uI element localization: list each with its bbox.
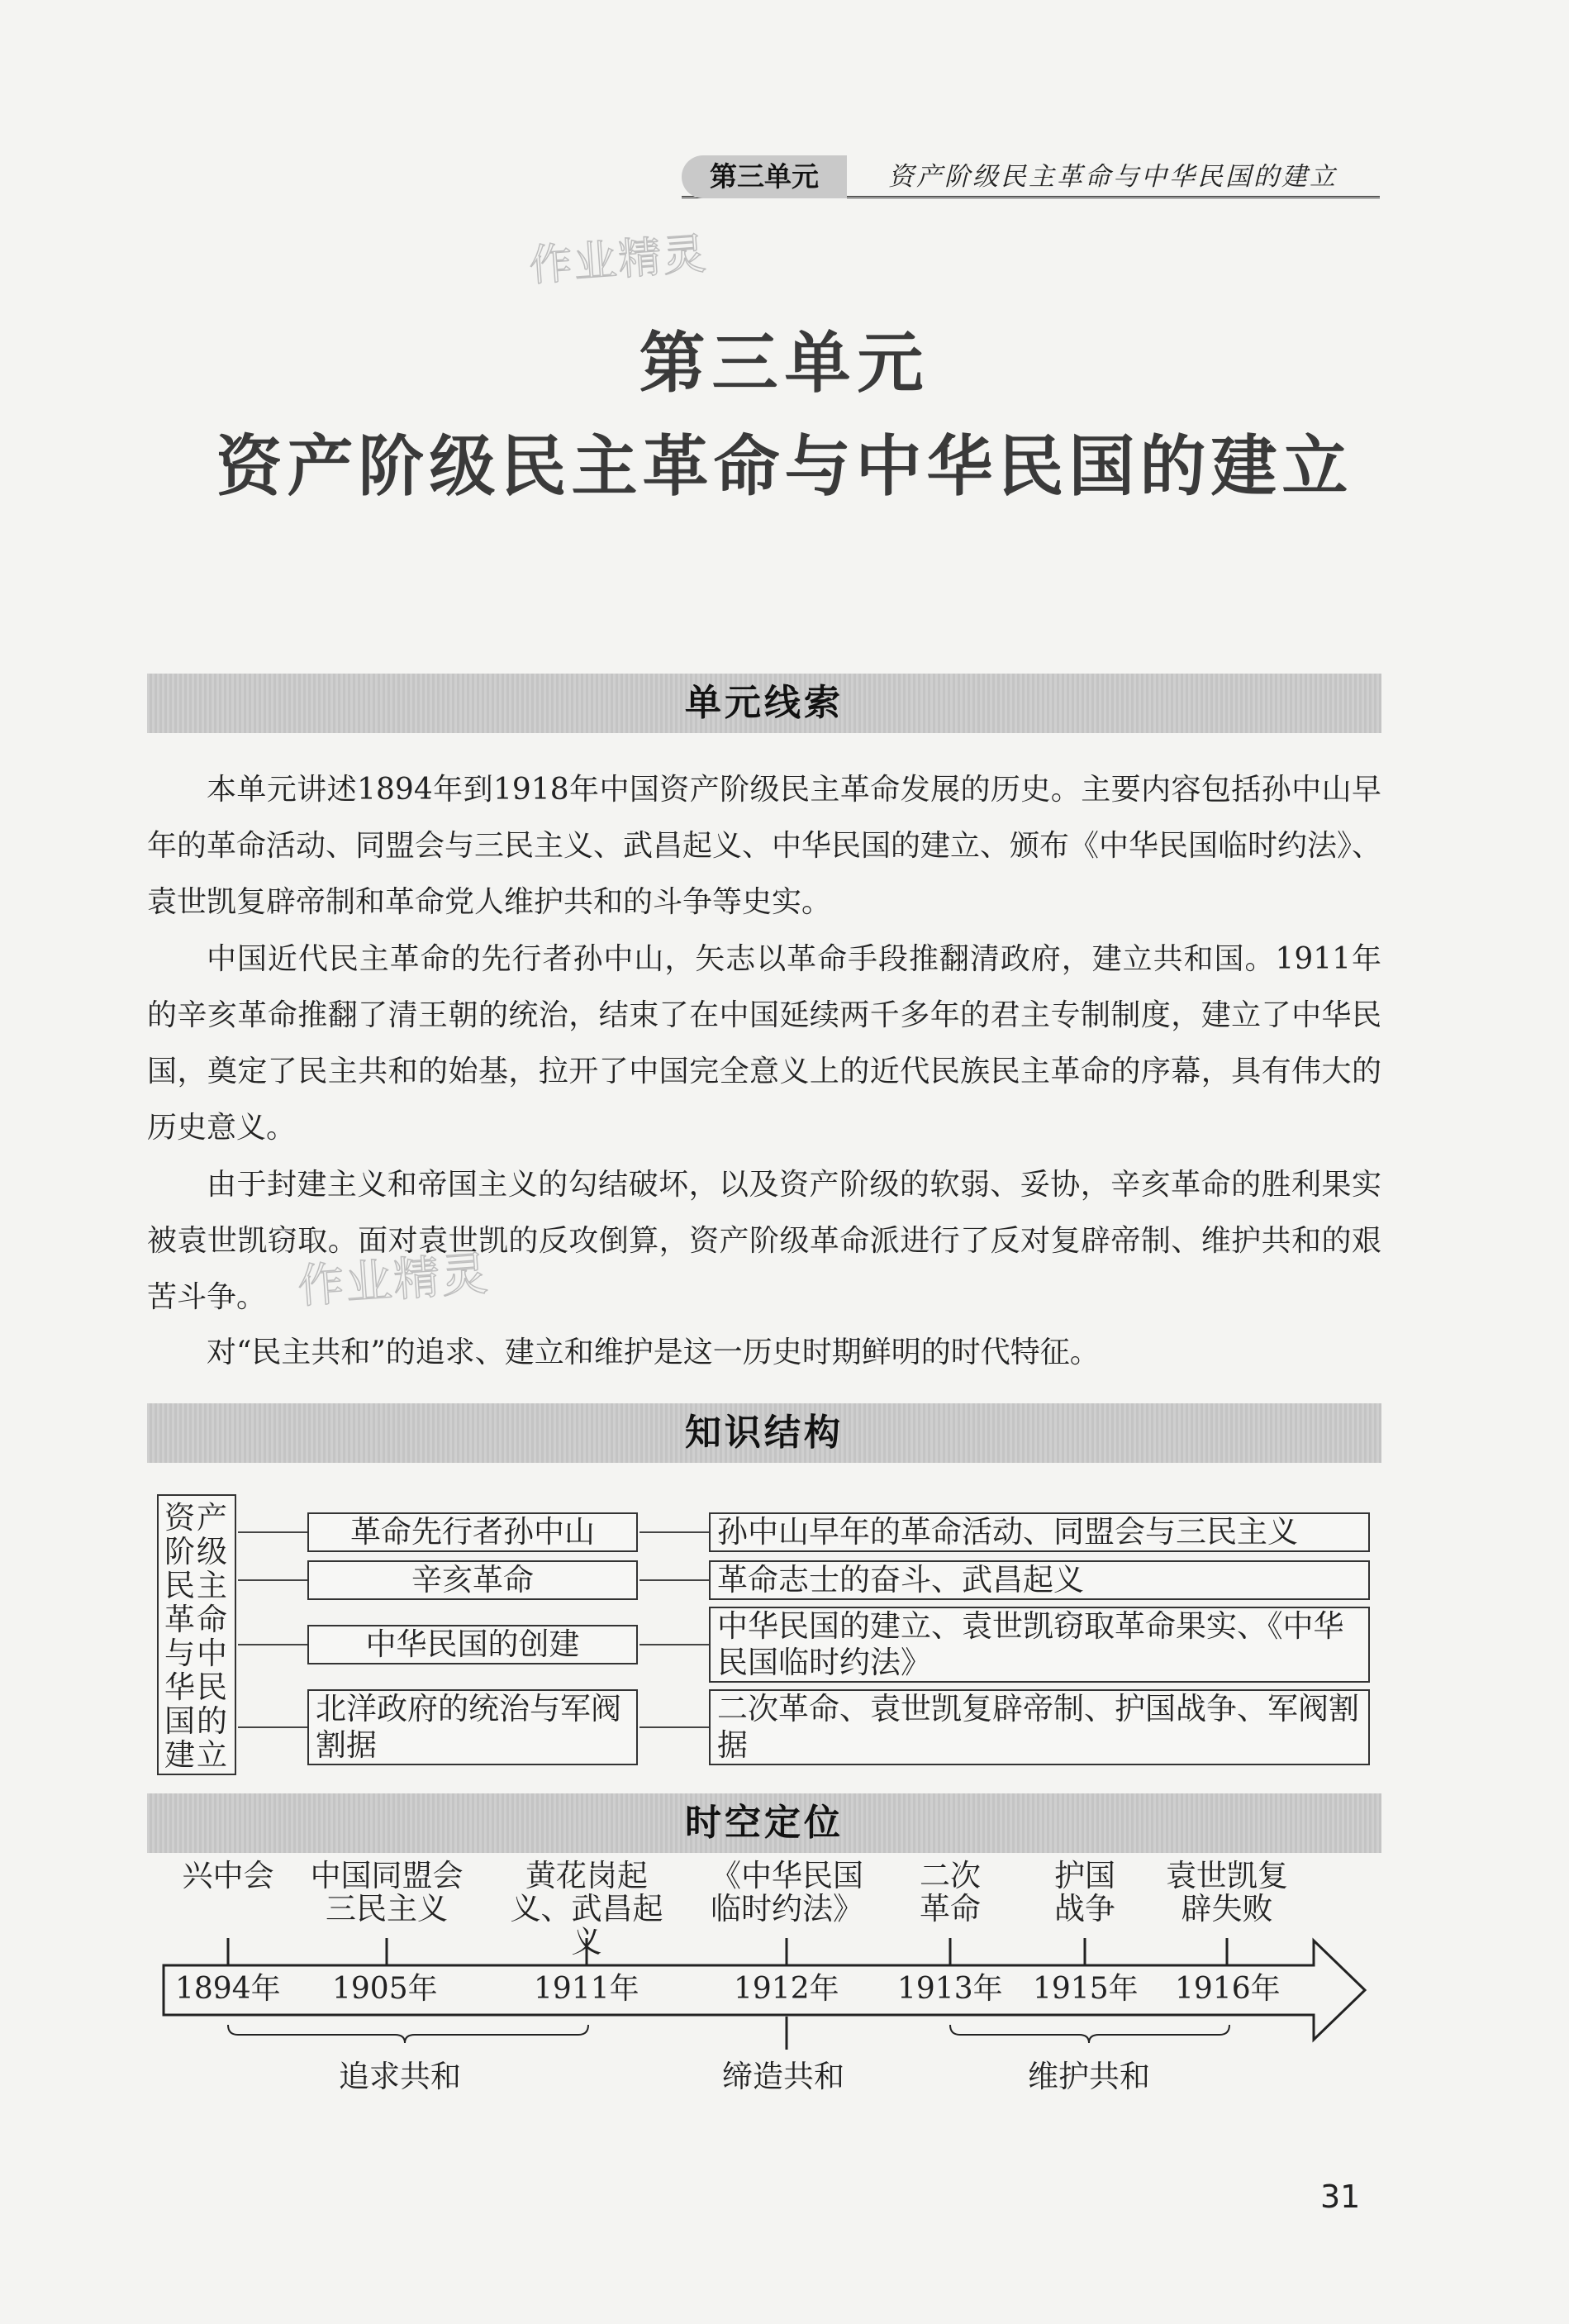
connector-line <box>639 1579 709 1581</box>
timeline-event-label: 黄花岗起义、武昌起义 <box>510 1858 663 1960</box>
timeline-event-label: 兴中会 <box>182 1858 274 1893</box>
timeline-year: 1894年 <box>175 1972 281 2006</box>
paragraph: 对“民主共和”的追求、建立和维护是这一历史时期鲜明的时代特征。 <box>207 1336 1100 1369</box>
section-header-clues: 单元线索 <box>147 674 1381 733</box>
running-head-title: 资产阶级民主革命与中华民国的建立 <box>888 162 1338 192</box>
running-head <box>682 155 1380 198</box>
section-header-structure: 知识结构 <box>147 1403 1381 1463</box>
section-header-timeline: 时空定位 <box>147 1793 1381 1853</box>
timeline-group-label: 维护共和 <box>1028 2059 1150 2094</box>
structure-detail-box: 孙中山早年的革命活动、同盟会与三民主义 <box>709 1512 1370 1552</box>
connector-line <box>238 1531 307 1533</box>
timeline-brace <box>950 2025 1229 2043</box>
paragraph: 本单元讲述1894年到1918年中国资产阶级民主革命发展的历史。主要内容包括孙中山早年的革命活动、同盟会与三民主义、武昌起义、中华民国的建立、颁布《中华民国临时约法》、袁世凯复辟帝制和革命党人维护共和的斗争等史实。 <box>147 773 1382 919</box>
structure-topic-box: 中华民国的创建 <box>307 1625 638 1664</box>
timeline-event-label: 袁世凯复辟失败 <box>1166 1858 1288 1926</box>
structure-topic-box: 辛亥革命 <box>307 1560 638 1600</box>
connector-line <box>238 1726 307 1728</box>
structure-detail-box: 中华民国的建立、袁世凯窃取革命果实、《中华民国临时约法》 <box>709 1607 1370 1683</box>
paragraph: 由于封建主义和帝国主义的勾结破坏，以及资产阶级的软弱、妥协，辛亥革命的胜利果实被袁世凯窃取。面对袁世凯的反攻倒算，资产阶级革命派进行了反对复辟帝制、维护共和的艰苦斗争。 <box>147 1168 1381 1314</box>
connector-line <box>238 1644 307 1645</box>
timeline-event-label: 中国同盟会三民主义 <box>310 1858 464 1926</box>
structure-detail-box: 二次革命、袁世凯复辟帝制、护国战争、军阀割据 <box>709 1689 1370 1765</box>
watermark: 作业精灵 <box>296 1246 492 1315</box>
timeline-year: 1912年 <box>734 1972 839 2006</box>
paragraph: 中国近代民主革命的先行者孙中山，矢志以革命手段推翻清政府，建立共和国。1911年的辛亥革命推翻了清王朝的统治，结束了在中国延续两千多年的君主专制制度，建立了中华民国，奠定了民主共和的始基，拉开了中国完全意义上的近代民族民主革命的序幕，具有伟大的历史意义。 <box>147 942 1381 1145</box>
timeline-event-label: 二次革命 <box>920 1858 981 1926</box>
timeline-year: 1915年 <box>1033 1972 1139 2006</box>
running-head-tag: 第三单元 <box>682 155 847 198</box>
timeline-year: 1916年 <box>1175 1972 1281 2006</box>
connector-line <box>639 1644 709 1645</box>
page-number: 31 <box>1320 2179 1361 2215</box>
structure-detail-box: 革命志士的奋斗、武昌起义 <box>709 1560 1370 1600</box>
timeline-group-label: 追求共和 <box>339 2059 461 2094</box>
unit-title-line2: 资产阶级民主革命与中华民国的建立 <box>216 428 1353 505</box>
structure-root-box: 资产阶级民主革命与中华民国的建立 <box>157 1494 236 1775</box>
connector-line <box>639 1531 709 1533</box>
connector-line <box>238 1579 307 1581</box>
timeline-event-label: 《中华民国临时约法》 <box>711 1858 863 1926</box>
structure-topic-box: 革命先行者孙中山 <box>307 1512 638 1552</box>
watermark: 作业精灵 <box>527 229 710 292</box>
timeline-event-label: 护国战争 <box>1054 1858 1115 1926</box>
timeline-brace <box>228 2025 588 2043</box>
timeline-group-label: 缔造共和 <box>722 2059 844 2094</box>
timeline-year: 1905年 <box>332 1972 438 2006</box>
timeline-year: 1913年 <box>897 1972 1003 2006</box>
unit-title-line1: 第三单元 <box>639 325 930 402</box>
structure-topic-box: 北洋政府的统治与军阀割据 <box>307 1689 638 1765</box>
timeline-year: 1911年 <box>534 1972 639 2006</box>
connector-line <box>639 1726 709 1728</box>
